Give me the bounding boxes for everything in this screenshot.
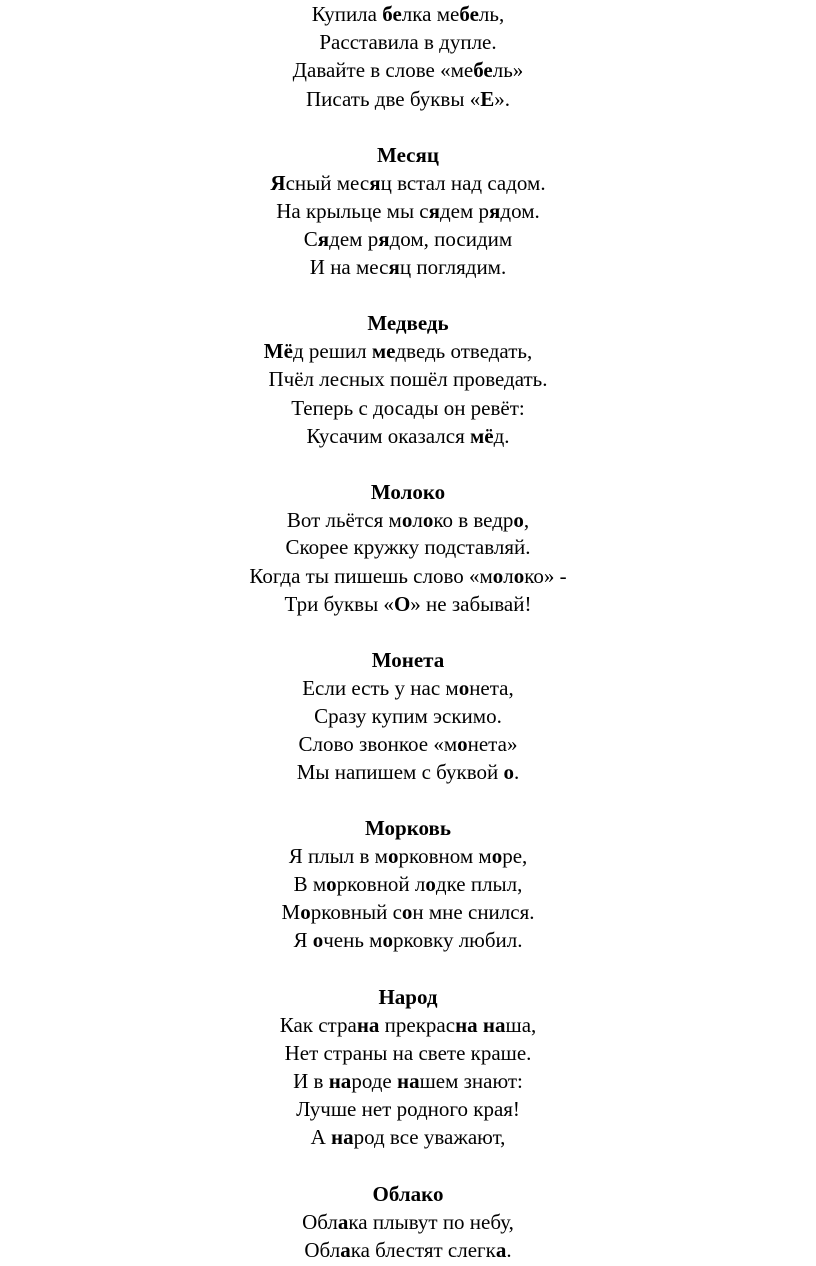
highlighted-letters: я — [388, 255, 400, 279]
highlighted-letters: а — [337, 1210, 349, 1234]
highlighted-letters: на на — [455, 1013, 506, 1037]
poem-line — [0, 1208, 816, 1236]
line-text: лка ме — [401, 2, 460, 26]
line-text: Я плыл в м — [288, 844, 388, 868]
highlighted-letters: о — [401, 900, 413, 924]
line-text: . — [506, 1238, 512, 1262]
line-text: М — [281, 900, 301, 924]
line-text: Купила — [311, 2, 383, 26]
poem-line — [0, 1236, 816, 1264]
poem-line — [0, 870, 816, 898]
line-text: дведь отведать, — [395, 339, 533, 363]
poem-line — [0, 365, 816, 393]
line-text: Если есть у нас м — [302, 676, 459, 700]
line-text: Обл — [302, 1210, 338, 1234]
line-text: рковном м — [398, 844, 492, 868]
poem-line — [0, 842, 816, 870]
highlighted-letters: на — [356, 1013, 380, 1037]
line-text: Слово звонкое «м — [298, 732, 458, 756]
line-text: Я — [293, 928, 313, 952]
line-text: ка плывут по небу, — [348, 1210, 514, 1234]
highlighted-letters: о — [457, 732, 468, 756]
poem-line — [0, 1123, 816, 1151]
poem-line — [0, 394, 816, 422]
poem-line — [0, 225, 816, 253]
poem-line — [0, 562, 816, 590]
line-text: А — [310, 1125, 331, 1149]
line-text: л — [412, 508, 423, 532]
line-text: Скорее кружку подставляй. — [285, 535, 531, 559]
line-text: Лучше нет родного края! — [296, 1097, 520, 1121]
line-text: д. — [493, 424, 510, 448]
line-text: ль, — [478, 2, 505, 26]
poem-line — [0, 758, 816, 786]
line-text: . — [514, 760, 520, 784]
poem-line — [0, 56, 816, 84]
line-text: дом. — [500, 199, 540, 223]
poem-title: Молоко — [370, 480, 446, 504]
highlighted-letters: я — [378, 227, 390, 251]
highlighted-letters: а — [340, 1238, 351, 1262]
line-text: Как стра — [279, 1013, 357, 1037]
highlighted-letters: бе — [382, 2, 402, 26]
line-text: нета» — [467, 732, 518, 756]
line-text: Когда ты пишешь слово «м — [249, 564, 493, 588]
highlighted-letters: на — [328, 1069, 352, 1093]
line-text: рковку любил. — [392, 928, 523, 952]
poem-line — [0, 1095, 816, 1123]
poem-line — [0, 197, 816, 225]
line-text: л — [503, 564, 514, 588]
line-text: » не забывай! — [410, 592, 532, 616]
highlighted-letters: о — [513, 564, 525, 588]
poem-title: Морковь — [365, 816, 451, 840]
line-text: дем р — [329, 227, 379, 251]
highlighted-letters: о — [312, 928, 324, 952]
line-text: дом, посидим — [389, 227, 513, 251]
line-text: д решил — [292, 339, 372, 363]
poem-line — [0, 28, 816, 56]
highlighted-letters: я — [317, 227, 330, 251]
poem-title: Народ — [378, 985, 438, 1009]
line-text: род все уважают, — [353, 1125, 506, 1149]
line-text: Теперь с досады он ревёт: — [291, 396, 525, 420]
line-text: И на мес — [309, 255, 389, 279]
poem-line — [0, 702, 816, 730]
line-text: ц встал над садом. — [380, 171, 546, 195]
highlighted-letters: на — [330, 1125, 354, 1149]
highlighted-letters: о — [458, 676, 470, 700]
line-text: ц поглядим. — [399, 255, 507, 279]
poem-line — [0, 1039, 816, 1067]
line-text: Расставила в дупле. — [319, 30, 497, 54]
highlighted-letters: Е — [480, 87, 495, 111]
poem-line — [0, 169, 816, 197]
poem-line — [0, 85, 816, 113]
highlighted-letters: о — [300, 900, 311, 924]
poem-line — [0, 422, 816, 450]
highlighted-letters: Я — [270, 171, 286, 195]
poem-line — [0, 506, 816, 534]
highlighted-letters: о — [401, 508, 413, 532]
poem-line — [0, 1067, 816, 1095]
highlighted-letters: на — [396, 1069, 420, 1093]
poem-line — [0, 533, 816, 561]
line-text: ко в ведр — [433, 508, 514, 532]
poem-line — [0, 253, 816, 281]
line-text: дем р — [440, 199, 490, 223]
highlighted-letters: ме — [371, 339, 396, 363]
line-text: рковный с — [310, 900, 402, 924]
line-text: Давайте в слове «ме — [292, 58, 474, 82]
line-text: нета, — [469, 676, 514, 700]
highlighted-letters: а — [495, 1238, 507, 1262]
line-text: , — [523, 508, 530, 532]
highlighted-letters: я — [489, 199, 501, 223]
line-text: Три буквы « — [284, 592, 394, 616]
highlighted-letters: о — [382, 928, 393, 952]
poem-line — [0, 1011, 816, 1039]
highlighted-letters: О — [393, 592, 411, 616]
line-text: дке плыл, — [435, 872, 523, 896]
poem-line — [0, 674, 816, 702]
line-text: чень м — [323, 928, 383, 952]
highlighted-letters: о — [326, 872, 337, 896]
line-text: ль» — [492, 58, 524, 82]
highlighted-letters: я — [369, 171, 381, 195]
poem-line — [0, 730, 816, 758]
poem-line — [0, 590, 816, 618]
poem-line — [0, 337, 806, 365]
line-text: На крыльце мы с — [276, 199, 429, 223]
highlighted-letters: о — [513, 508, 524, 532]
line-text: шем знают: — [419, 1069, 523, 1093]
poem-title: Месяц — [377, 143, 439, 167]
poem-title: Монета — [371, 648, 445, 672]
highlighted-letters: о — [425, 872, 436, 896]
line-text: н мне снился. — [412, 900, 535, 924]
line-text: прекрас — [379, 1013, 456, 1037]
line-text: Обл — [304, 1238, 341, 1262]
highlighted-letters: о — [491, 844, 503, 868]
highlighted-letters: мё — [469, 424, 494, 448]
line-text: роде — [351, 1069, 397, 1093]
highlighted-letters: бе — [459, 2, 479, 26]
line-text: ре, — [502, 844, 528, 868]
poem-title: Облако — [372, 1182, 444, 1206]
line-text: ». — [494, 87, 510, 111]
line-text: С — [303, 227, 318, 251]
highlighted-letters: о — [503, 760, 514, 784]
line-text: Писать две буквы « — [306, 87, 481, 111]
line-text: ко» - — [524, 564, 567, 588]
line-text: Нет страны на свете краше. — [284, 1041, 532, 1065]
poem-line — [0, 926, 816, 954]
line-text: рковной л — [336, 872, 426, 896]
highlighted-letters: о — [387, 844, 399, 868]
line-text: Кусачим оказался — [306, 424, 470, 448]
poem-line — [0, 898, 816, 926]
line-text: сный мес — [285, 171, 370, 195]
highlighted-letters: о — [492, 564, 504, 588]
highlighted-letters: Мё — [263, 339, 293, 363]
line-text: Сразу купим эскимо. — [314, 704, 502, 728]
line-text: И в — [293, 1069, 329, 1093]
line-text: В м — [293, 872, 327, 896]
highlighted-letters: о — [422, 508, 434, 532]
line-text: ка блестят слегк — [350, 1238, 496, 1262]
line-text: ша, — [505, 1013, 537, 1037]
poem-line — [0, 0, 816, 28]
line-text: Вот льётся м — [286, 508, 402, 532]
line-text: Пчёл лесных пошёл проведать. — [268, 367, 548, 391]
poem-title: Медведь — [367, 311, 449, 335]
line-text: Мы напишем с буквой — [296, 760, 504, 784]
highlighted-letters: бе — [473, 58, 493, 82]
highlighted-letters: я — [428, 199, 440, 223]
